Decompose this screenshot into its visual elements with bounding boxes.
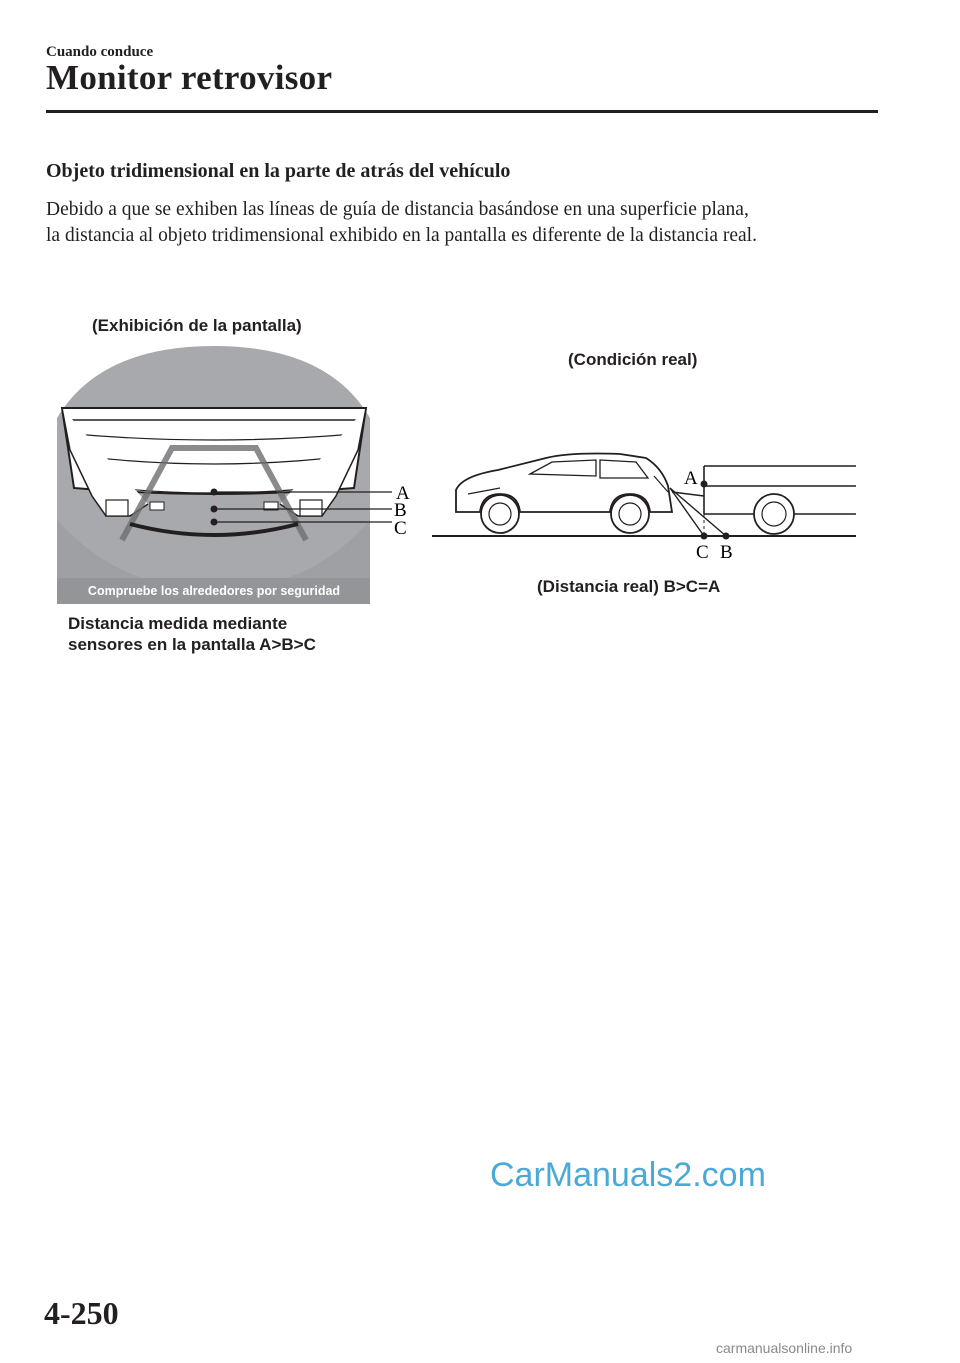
real-label-b: B xyxy=(720,542,733,563)
real-label-a: A xyxy=(684,468,698,489)
section-label: Cuando conduce xyxy=(46,44,154,60)
footer-site: carmanualsonline.info xyxy=(716,1340,853,1356)
subheading: Objeto tridimensional en la parte de atrás del vehículo xyxy=(46,160,511,182)
real-condition-caption: (Condición real) xyxy=(568,350,698,369)
screen-label-a: A xyxy=(396,483,410,504)
real-label-c: C xyxy=(696,542,709,563)
paragraph-line-1: Debido a que se exhiben las líneas de guía de distancia basándose en una superficie plana, xyxy=(46,199,749,220)
real-dot-a xyxy=(701,481,708,488)
sensor-caption-line-1: Distancia medida mediante xyxy=(68,614,288,633)
real-dot-c xyxy=(701,533,708,540)
sensor-caption-line-2: sensores en la pantalla A>B>C xyxy=(68,635,316,654)
page-title: Monitor retrovisor xyxy=(46,58,333,97)
sensor-distance-caption xyxy=(68,613,388,655)
screen-label-b: B xyxy=(394,500,407,521)
screen-banner-text: Compruebe los alrededores por seguridad xyxy=(87,584,341,598)
page-number: 4-250 xyxy=(44,1295,119,1331)
paragraph-line-2: la distancia al objeto tridimensional exhibido en la pantalla es diferente de la distancia real. xyxy=(46,225,757,246)
real-dot-b xyxy=(723,533,730,540)
screen-label-c: C xyxy=(394,518,407,539)
screen-caption: (Exhibición de la pantalla) xyxy=(92,316,302,335)
watermark-logo: CarManuals2.com xyxy=(490,1156,766,1194)
real-distance-caption: (Distancia real) B>C=A xyxy=(537,577,721,596)
